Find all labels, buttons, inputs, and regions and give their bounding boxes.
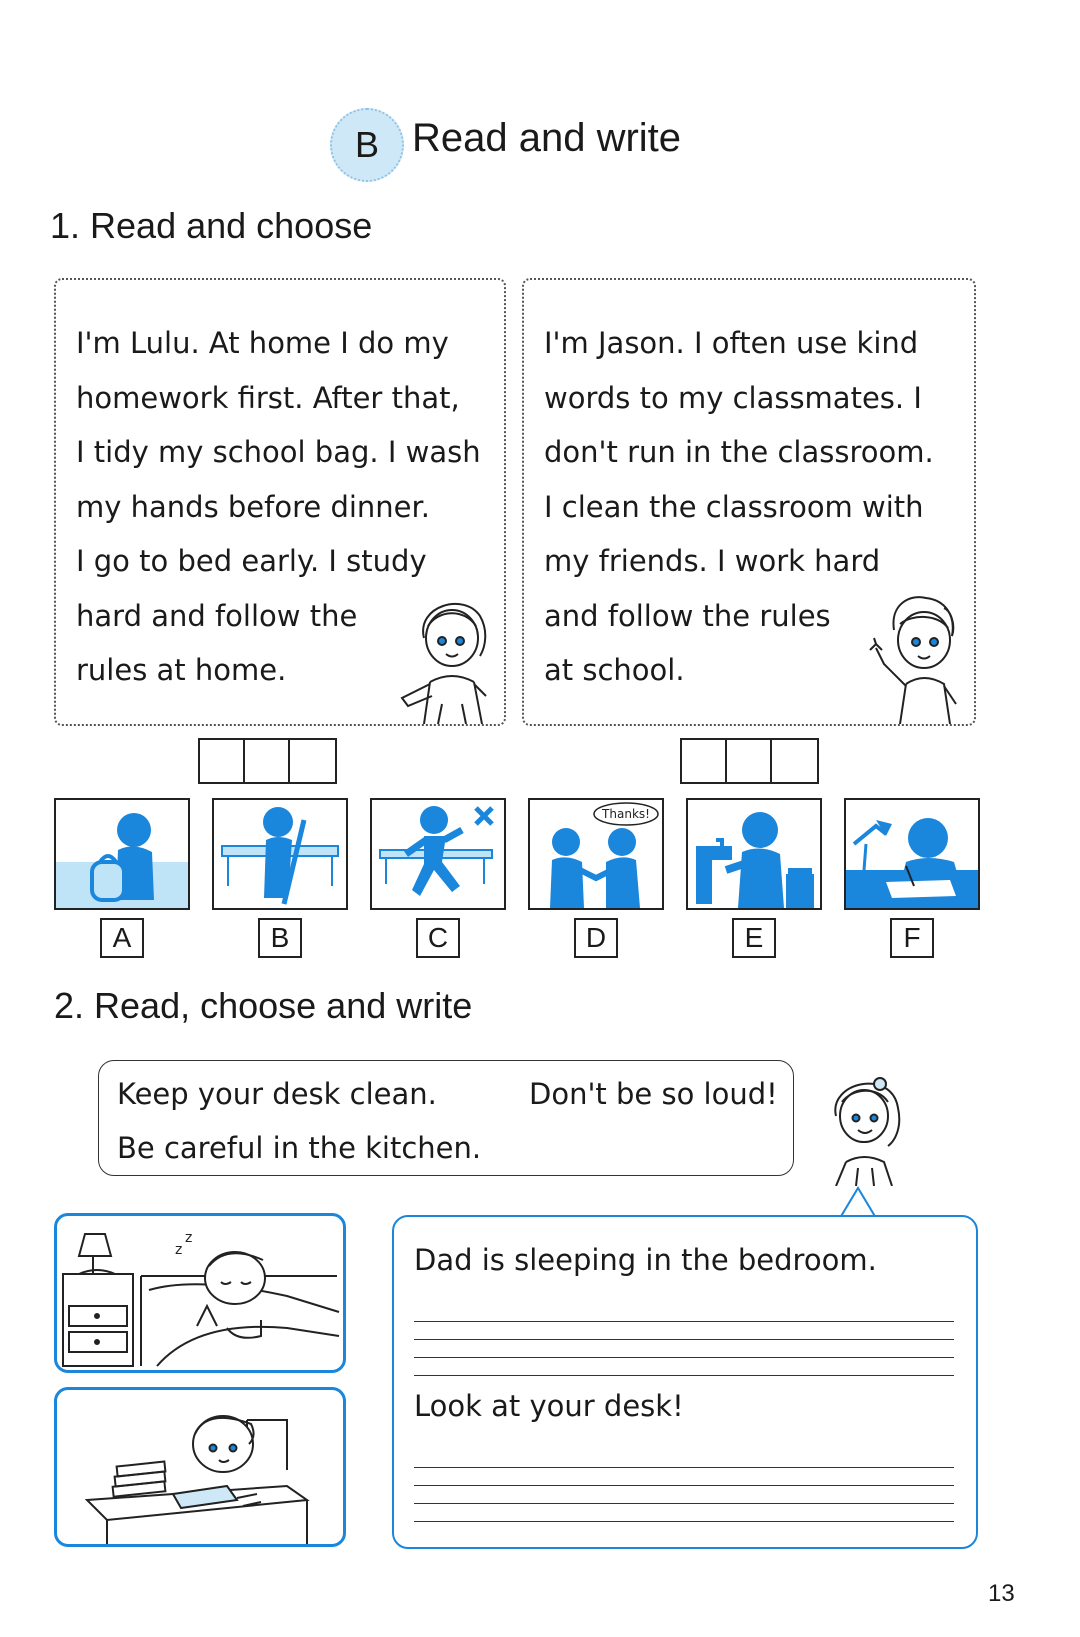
lulu-line: homework first. After that, [76,380,460,415]
boy-at-desk-icon [57,1390,343,1544]
bubble-tail-icon [838,1186,878,1218]
sleeping-dad-icon [57,1216,343,1370]
lulu-line: I go to bed early. I study [76,544,427,578]
section-letter: B [354,124,379,165]
answer-slot[interactable] [772,740,817,782]
lulu-line: I'm Lulu. At home I do my [76,326,449,360]
picture-letter-e: E [732,918,776,958]
writing-line[interactable] [414,1357,954,1358]
thanks-speech: Thanks! [602,807,650,821]
jason-line: at school. [544,653,685,687]
jason-line: don't run in the classroom. [544,435,934,469]
jason-line: and follow the rules [544,598,831,633]
picture-letter-c: C [416,918,460,958]
jason-boy-icon [860,584,972,724]
jason-line: my friends. I work hard [544,544,881,578]
phrase-item: Keep your desk clean. [117,1077,437,1111]
writing-line[interactable] [414,1521,954,1522]
homework-icon [846,800,978,908]
writing-line[interactable] [414,1503,954,1504]
picture-letter-d: D [574,918,618,958]
phrase-item: Be careful in the kitchen. [117,1131,482,1165]
answer-slot[interactable] [727,740,772,782]
picture-e [686,798,822,910]
girl-helper-icon [822,1066,908,1186]
question-1-title: 1. Read and choose [50,205,373,246]
picture-a [54,798,190,910]
scene-dad-sleeping [54,1213,346,1373]
answer-slot[interactable] [682,740,727,782]
tidy-bag-icon [56,800,188,908]
lulu-line: I tidy my school bag. I wash [76,435,481,469]
picture-letter-f: F [890,918,934,958]
jason-line: words to my classmates. I [544,380,922,415]
writing-line[interactable] [414,1485,954,1486]
writing-line[interactable] [414,1375,954,1376]
lulu-answer-boxes[interactable] [198,738,337,784]
section-badge [330,108,404,182]
writing-line[interactable] [414,1467,954,1468]
writing-line[interactable] [414,1339,954,1340]
lulu-line: hard and follow the [76,598,358,633]
svg-text:z: z [175,1242,183,1258]
answer-slot[interactable] [290,740,335,782]
sweep-classroom-icon [214,800,346,908]
prompt-2: Look at your desk! [414,1389,684,1423]
prompt-1: Dad is sleeping in the bedroom. [414,1243,877,1277]
scene-messy-desk [54,1387,346,1547]
picture-letter-a: A [100,918,144,958]
wash-hands-icon [688,800,820,908]
answer-slot[interactable] [245,740,290,782]
lulu-line: my hands before dinner. [76,489,430,524]
section-title: Read and write [412,116,682,160]
phrase-bank [98,1060,794,1176]
jason-line: I clean the classroom with [544,489,924,524]
answer-slot[interactable] [200,740,245,782]
jason-reading-box [522,278,976,726]
svg-text:z: z [185,1230,193,1246]
picture-b [212,798,348,910]
lulu-girl-icon [394,586,506,724]
jason-line: I'm Jason. I often use kind [544,326,919,360]
picture-d [528,798,664,910]
picture-c [370,798,506,910]
kind-words-icon [530,800,662,908]
lulu-reading-box [54,278,506,726]
phrase-item: Don't be so loud! [529,1077,778,1111]
lulu-line: rules at home. [76,653,287,687]
page-number: 13 [988,1580,1015,1607]
no-running-icon [372,800,504,908]
picture-f [844,798,980,910]
question-2-title: 2. Read, choose and write [54,985,473,1026]
writing-line[interactable] [414,1321,954,1322]
picture-letter-b: B [258,918,302,958]
speech-bubble [392,1215,978,1549]
jason-answer-boxes[interactable] [680,738,819,784]
